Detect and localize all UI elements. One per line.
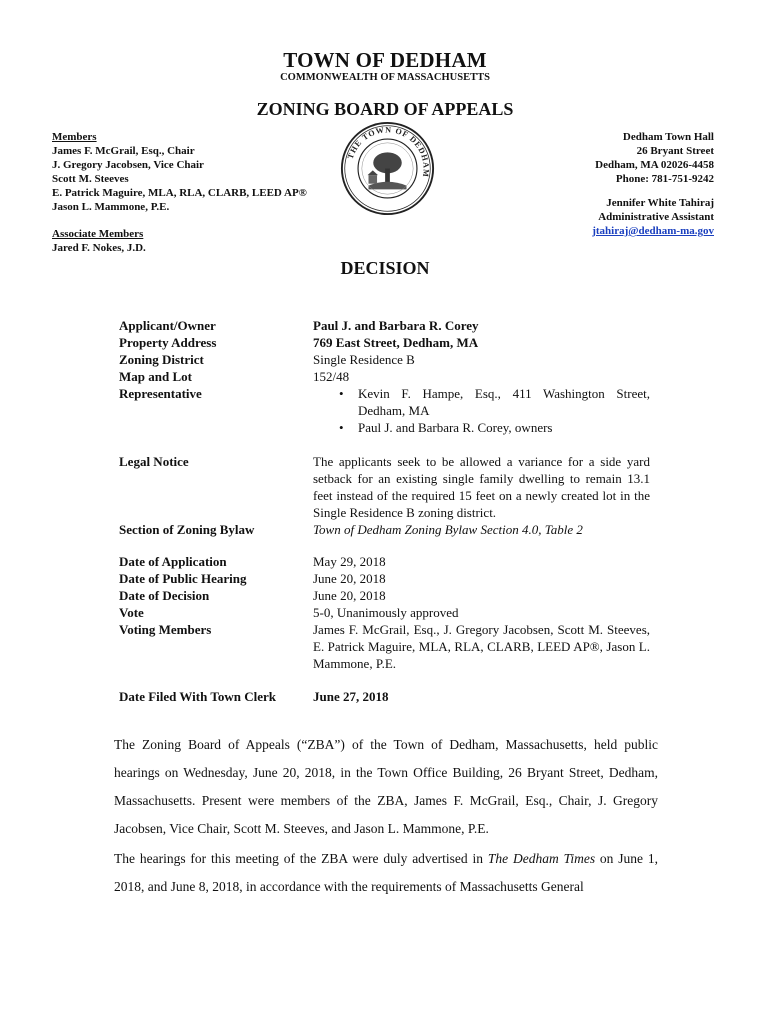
representative-item: • Kevin F. Hampe, Esq., 411 Washington Street, Dedham, MA xyxy=(313,385,650,419)
representative-item: • Paul J. and Barbara R. Corey, owners xyxy=(313,419,650,436)
address-line: Dedham Town Hall xyxy=(622,131,714,143)
decision-date-value: June 20, 2018 xyxy=(313,588,386,603)
administrative-contact xyxy=(592,196,714,238)
representative-list xyxy=(313,385,650,436)
paragraph-text: The hearings for this meeting of the ZBA were duly advertised in xyxy=(114,851,488,866)
associate-name: Jared F. Nokes, J.D. xyxy=(52,242,146,254)
property-label: Property Address xyxy=(119,335,217,350)
seal-text: THE TOWN OF DEDHAM xyxy=(345,125,431,179)
voting-members-value: James F. McGrail, Esq., J. Gregory Jacobsen, Scott M. Steeves, E. Patrick Maguire, MLA, RLA, CLARB, LEED AP®, Jason L. Mammone, P.E. xyxy=(313,622,650,671)
town-seal-icon xyxy=(340,121,435,216)
legal-notice-label: Legal Notice xyxy=(119,454,189,469)
maplot-value: 152/48 xyxy=(313,369,350,384)
filed-date-value: June 27, 2018 xyxy=(313,689,389,704)
commonwealth-subtitle: COMMONWEALTH OF MASSACHUSETTS xyxy=(280,72,490,83)
member-name: Scott M. Steeves xyxy=(52,173,129,185)
district-label: Zoning District xyxy=(119,352,204,367)
email-link[interactable]: jtahiraj@dedham-ma.gov xyxy=(592,225,714,237)
district-value: Single Residence B xyxy=(313,352,415,367)
board-title: ZONING BOARD OF APPEALS xyxy=(256,99,514,119)
paragraph-text: on June 1, 2018, and June 8, 2018, in accordance with the requirements of Massachusetts General xyxy=(114,851,659,894)
vote-value: 5-0, Unanimously approved xyxy=(313,605,459,620)
members-block xyxy=(52,130,307,214)
address-line: Dedham, MA 02026-4458 xyxy=(595,159,714,171)
legal-notice-text: The applicants seek to be allowed a variance for a side yard setback for an existing single family dwelling to remain 13.1 feet instead of the required 15 feet on a newly created lot in the Single Residence B zoning district. xyxy=(313,454,650,520)
property-value: 769 East Street, Dedham, MA xyxy=(313,335,479,350)
maplot-label: Map and Lot xyxy=(119,369,192,384)
member-name: James F. McGrail, Esq., Chair xyxy=(52,145,195,157)
decision-title: DECISION xyxy=(340,258,430,278)
applicant-value: Paul J. and Barbara R. Corey xyxy=(313,318,479,333)
admin-name: Jennifer White Tahiraj xyxy=(606,197,714,209)
hearing-date-label: Date of Public Hearing xyxy=(119,571,247,586)
town-title: TOWN OF DEDHAM xyxy=(283,48,487,72)
associate-members-block xyxy=(52,227,146,255)
application-date-label: Date of Application xyxy=(119,554,227,569)
body-paragraph-2 xyxy=(114,845,658,901)
associate-heading: Associate Members xyxy=(52,228,144,240)
bylaw-value: Town of Dedham Zoning Bylaw Section 4.0, Table 2 xyxy=(313,522,583,537)
hearing-date-value: June 20, 2018 xyxy=(313,571,386,586)
application-date-value: May 29, 2018 xyxy=(313,554,386,569)
vote-label: Vote xyxy=(119,605,144,620)
representative-label: Representative xyxy=(119,386,202,401)
member-name: E. Patrick Maguire, MLA, RLA, CLARB, LEED AP® xyxy=(52,187,307,199)
decision-date-label: Date of Decision xyxy=(119,588,210,603)
voting-members-label: Voting Members xyxy=(119,622,212,637)
member-name: J. Gregory Jacobsen, Vice Chair xyxy=(52,159,204,171)
applicant-label: Applicant/Owner xyxy=(119,318,216,333)
bylaw-label: Section of Zoning Bylaw xyxy=(119,522,255,537)
town-hall-address xyxy=(595,130,714,186)
filed-date-label: Date Filed With Town Clerk xyxy=(119,689,276,704)
members-heading: Members xyxy=(52,131,97,143)
body-paragraph-1: The Zoning Board of Appeals (“ZBA”) of the Town of Dedham, Massachusetts, held public hearings on Wednesday, June 20, 2018, in the Town Office Building, 26 Bryant Street, Dedham, Massachusetts. Present were members of the ZBA, James F. McGrail, Esq., Chair, J. Gregory Jacobsen, Vice Chair, Scott M. Steeves, and Jason L. Mammone, P.E. xyxy=(114,737,658,836)
newspaper-name: The Dedham Times xyxy=(487,851,596,866)
member-name: Jason L. Mammone, P.E. xyxy=(52,201,170,213)
admin-title: Administrative Assistant xyxy=(598,211,714,223)
phone-line: Phone: 781-751-9242 xyxy=(615,173,714,185)
address-line: 26 Bryant Street xyxy=(636,145,714,157)
